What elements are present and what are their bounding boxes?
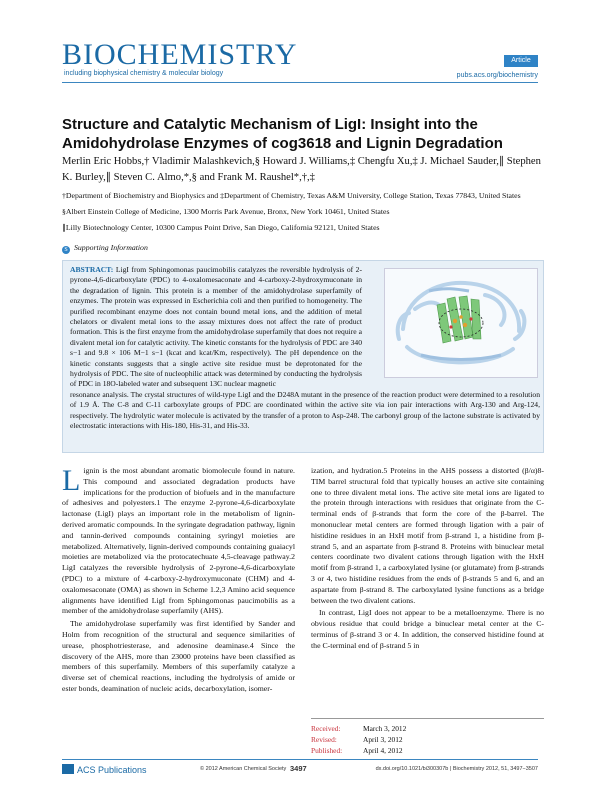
abstract-part2: resonance analysis. The crystal structures of wild-type LigI and the D248A mutant in the presence of the reaction product were determined to a resolution of 1.9 Å. The C-8 and C-11 carboxylate groups of PDC are coordinated within the active site via ion pair interactions with Arg-130 and Arg-124, respectively. The hydrolytic water molecule is activated by the transfer of a proton to Asp-248. The carbonyl group of the lactone substrate is activated by electrostatic interactions with His-180, His-31, and His-33. <box>70 389 540 431</box>
history-label: Revised: <box>311 735 337 744</box>
author-list: Merlin Eric Hobbs,† Vladimir Malashkevich,§ Howard J. Williams,‡ Chengfu Xu,‡ J. Michael Sauder,∥ Stephen K. Burley,∥ Steven C. Almo,*,§ and Frank M. Raushel*,†,‡ <box>62 156 541 183</box>
doi-citation[interactable]: dx.doi.org/10.1021/bi300307b | Biochemistry 2012, 51, 3497−3507 <box>375 766 538 772</box>
history-row <box>311 734 544 745</box>
page-number: 3497 <box>290 764 307 773</box>
paragraph: The amidohydrolase superfamily was first identified by Sander and Holm from recognition of the structural and sequence similarities of urease, phosphotriesterase, and adenosine deaminase.4 Since the discovery of the AHS, more than 23000 proteins have been classified as members of this superfamily. Members of this superfamily catalyze a diverse set of chemical reactions, including the hydrolysis of amide or ester bonds, deamination of nucleic acids, decarboxylation, isomer- <box>62 619 295 693</box>
footer-rule <box>62 759 538 760</box>
affiliation: §Albert Einstein College of Medicine, 1300 Morris Park Avenue, Bronx, New York 10461, United States <box>62 207 390 216</box>
history-date: March 3, 2012 <box>363 724 407 733</box>
publisher-name: ACS Publications <box>77 765 147 775</box>
affiliation: ∥Lilly Biotechnology Center, 10300 Campus Point Drive, San Diego, California 92121, United States <box>62 223 380 232</box>
history-date: April 4, 2012 <box>363 746 403 755</box>
journal-url-link[interactable]: pubs.acs.org/biochemistry <box>456 72 538 79</box>
body-column-right <box>311 466 544 654</box>
toc-graphic-protein-structure <box>384 268 538 378</box>
paragraph: ignin is the most abundant aromatic biomolecule found in nature. This compound and associated degradation products have implications for the production of biofuels and in the manufacture of adhesives and polyesters.1 The enzyme 2-pyrone-4,6-dicarboxylate lactonase (LigI) plays an important role in the metabolism of lignin-derived aromatic compounds. In the syringate degradation pathway, lignin and tannin-derived compounds containing syringyl moieties are metabolized. Alternatively, lignin-derived compounds containing guaiacyl moieties are metabolized via the protocatechuate 4,5-cleavage pathway.2 LigI catalyzes the reversible hydrolysis of 2-pyrone-4,6-dicarboxylate (PDC) to a mixture of 4-carboxy-2-hydroxymuconate (CHM) and 4-oxalomesaconate (OMA) as shown in Scheme 1.2,3 Amino acid sequence alignments have identified LigI from Sphingomonas paucimobilis as a member of the amidohydrolase superfamily (AHS). <box>62 466 295 616</box>
affiliations <box>62 190 544 238</box>
abstract-text-upper <box>70 265 362 390</box>
header-rule <box>62 82 538 83</box>
history-row <box>311 745 544 756</box>
history-row <box>311 723 544 734</box>
supporting-info-label: Supporting Information <box>74 243 148 252</box>
acs-publications-logo[interactable] <box>62 764 147 775</box>
copyright: © 2012 American Chemical Society <box>200 766 287 772</box>
affiliation: †Department of Biochemistry and Biophysics and ‡Department of Chemistry, Texas A&M University, College Station, Texas 77843, United States <box>62 191 521 200</box>
body-column-left <box>62 466 295 697</box>
abstract-part1: LigI from Sphingomonas paucimobilis catalyzes the reversible hydrolysis of 2-pyrone-4,6-dicarboxylate (PDC) to 4-oxalomesaconate and 4-carboxy-2-hydroxymuconate in the degradation of lignin. This protein is a member of the amidohydrolase superfamily of enzymes. The protein was expressed in Escherichia coli and then purified to homogeneity. The purified recombinant enzyme does not contain bound metal ions, and the addition of metal chelators or divalent metal ions to the assay mixtures does not affect the rate of product formation. This is the first enzyme from the amidohydrolase superfamily that does not require a divalent metal ion for catalytic activity. The kinetic constants for the hydrolysis of PDC are 340 s−1 and 9.8 × 106 M−1 s−1 (kcat and kcat/Km, respectively). The pH dependence on the kinetic constants suggests that a single active site residue must be deprotonated for the hydrolysis of PDC. The site of nucleophilic attack was determined by conducting the hydrolysis of PDC in 18O-labeled water and subsequent 13C nuclear magnetic <box>70 265 362 389</box>
supporting-info-link[interactable] <box>62 243 148 254</box>
journal-title: BIOCHEMISTRY <box>62 38 298 71</box>
supporting-info-icon: S <box>62 246 70 254</box>
paragraph: In contrast, LigI does not appear to be a metalloenzyme. There is no obvious residue that could bridge a binuclear metal center at the C-terminus of β-strand 3 or 4. In addition, the conserved histidine found at the C-terminal end of β-strand 5 in <box>311 608 544 650</box>
journal-tagline: including biophysical chemistry & molecular biology <box>64 70 224 77</box>
article-history <box>311 718 544 756</box>
article-badge: Article <box>504 55 538 67</box>
abstract-label: ABSTRACT: <box>70 265 114 274</box>
paragraph: ization, and hydration.5 Proteins in the AHS possess a distorted (β/α)8-TIM barrel structural fold that typically houses an active site containing one to three divalent metal ions. The active site metal ions are ligated to the protein through interactions with residues that originate from the C-terminal ends of β-strands that form the core of the β-barrel. The mononuclear metal centers are formed through ligation with a pair of histidine residues in an HxH motif from β-strand 1, a histidine from β-strand 5, and an aspartate from β-strand 8. Proteins with binuclear metal centers coordinate two divalent cations through ligation with the HxH motif from β-strand 1, a carboxylated lysine (or glutamate) from β-strands 3 or 4, two histidine residues from the ends of β-strands 5 and 6, and an aspartate from β-strand 8. The carboxylated lysine functions as a bridge between the two divalent cations. <box>311 466 544 605</box>
history-label: Received: <box>311 724 341 733</box>
acs-logo-icon <box>62 764 74 774</box>
history-date: April 3, 2012 <box>363 735 403 744</box>
article-title: Structure and Catalytic Mechanism of LigI: Insight into the Amidohydrolase Enzymes of cog3618 and Lignin Degradation <box>62 116 503 152</box>
history-label: Published: <box>311 746 343 755</box>
dropcap: L <box>62 464 81 497</box>
